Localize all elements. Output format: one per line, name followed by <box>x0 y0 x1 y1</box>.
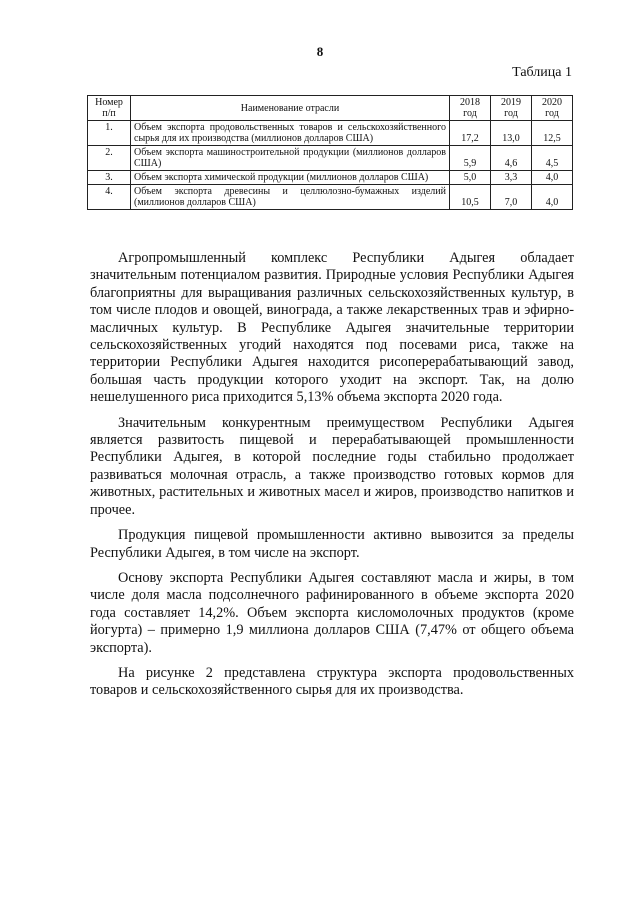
header-2020: 2020 год <box>532 96 573 121</box>
row-value-2018: 5,9 <box>450 146 491 171</box>
row-number: 3. <box>88 171 131 185</box>
header-industry-name: Наименование отрасли <box>131 96 450 121</box>
row-value-2020: 12,5 <box>532 121 573 146</box>
row-name: Объем экспорта продовольственных товаров и сельскохозяйственного сырья для их производства (миллионов долларов США) <box>131 121 450 146</box>
row-name: Объем экспорта химической продукции (миллионов долларов США) <box>131 171 450 185</box>
body-text <box>90 250 574 708</box>
row-number: 1. <box>88 121 131 146</box>
row-value-2019: 3,3 <box>491 171 532 185</box>
row-value-2020: 4,0 <box>532 171 573 185</box>
row-value-2020: 4,0 <box>532 185 573 210</box>
paragraph: Значительным конкурентным преимуществом Республики Адыгея является развитость пищевой и перерабатывающей промышленности Республики Адыгея, в которой последние годы стабильно продолжает развиваться молочная отрасль, а также производство готовых кормов для животных, растительных и животных масел и жиров, производство напитков и прочее. <box>90 414 574 518</box>
row-value-2019: 4,6 <box>491 146 532 171</box>
row-name: Объем экспорта машиностроительной продукции (миллионов долларов США) <box>131 146 450 171</box>
table-caption: Таблица 1 <box>512 65 572 80</box>
table-row <box>88 121 573 146</box>
row-value-2018: 5,0 <box>450 171 491 185</box>
paragraph: На рисунке 2 представлена структура экспорта продовольственных товаров и сельскохозяйственного сырья для их производства. <box>90 664 574 699</box>
row-value-2018: 17,2 <box>450 121 491 146</box>
row-value-2019: 7,0 <box>491 185 532 210</box>
table-row <box>88 146 573 171</box>
table-header-row <box>88 96 573 121</box>
paragraph: Агропромышленный комплекс Республики Адыгея обладает значительным потенциалом развития. Природные условия Республики Адыгея благоприятны для выращивания различных сельскохозяйственных культур, в том числе плодов и овощей, винограда, а также лекарственных трав и эфирно-масличных культур. В Республике Адыгея значительные территории сельскохозяйственных угодий находятся под посевами риса, также на территории Республики Адыгея находится рисоперерабатывающий завод, большая часть продукции которого уходит на экспорт. Так, на долю нешелушенного риса приходится 5,13% объема экспорта 2020 года. <box>90 250 574 406</box>
export-table <box>87 95 573 210</box>
header-2019: 2019 год <box>491 96 532 121</box>
table-row <box>88 171 573 185</box>
page-number: 8 <box>316 44 324 59</box>
paragraph: Продукция пищевой промышленности активно вывозится за пределы Республики Адыгея, в том числе на экспорт. <box>90 527 574 561</box>
header-2018: 2018 год <box>450 96 491 121</box>
row-name: Объем экспорта древесины и целлюлозно-бумажных изделий (миллионов долларов США) <box>131 185 450 210</box>
row-number: 2. <box>88 146 131 171</box>
row-value-2020: 4,5 <box>532 146 573 171</box>
paragraph: Основу экспорта Республики Адыгея составляют масла и жиры, в том числе доля масла подсолнечного рафинированного в объеме экспорта 2020 года составляет 14,2%. Объем экспорта кисломолочных продуктов (кроме йогурта) – примерно 1,9 миллиона долларов США (7,47% от общего объема экспорта). <box>90 569 574 656</box>
header-number: Номер п/п <box>88 96 131 121</box>
row-value-2019: 13,0 <box>491 121 532 146</box>
table-row <box>88 185 573 210</box>
row-value-2018: 10,5 <box>450 185 491 210</box>
row-number: 4. <box>88 185 131 210</box>
